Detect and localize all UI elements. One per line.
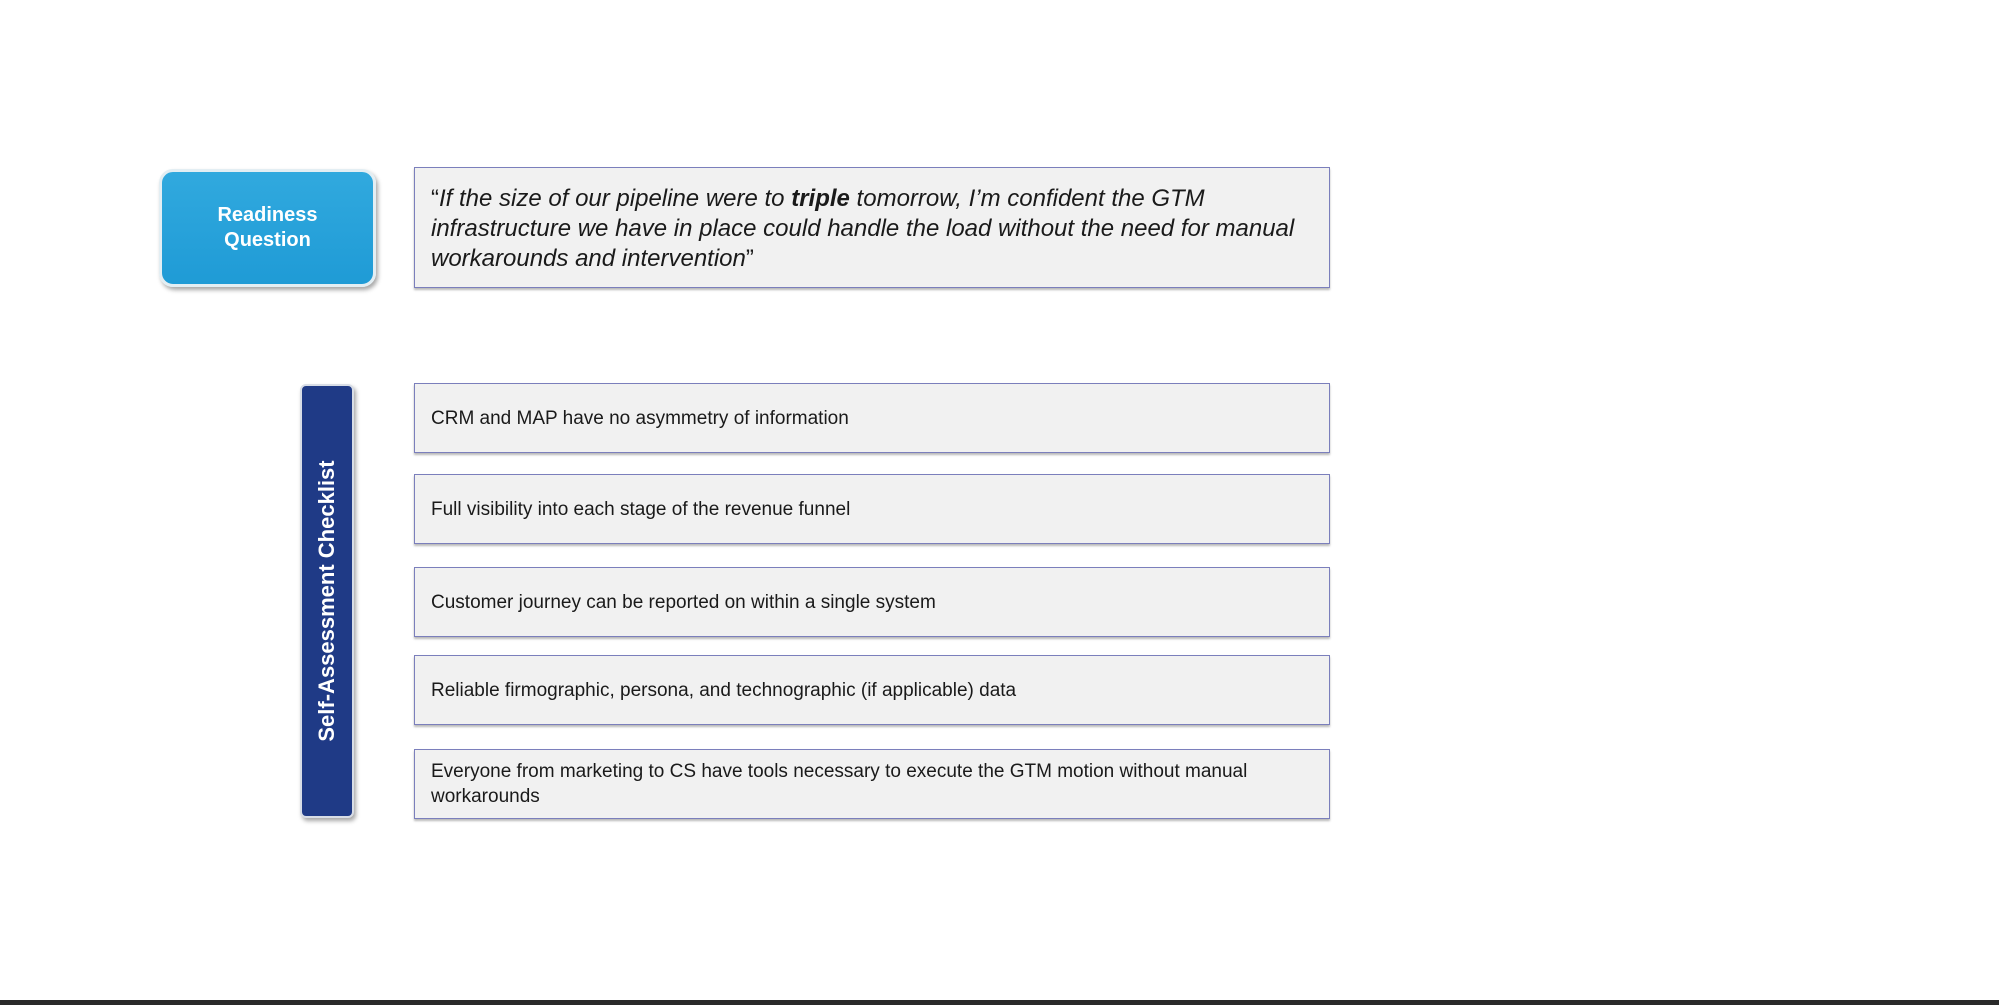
checklist-item (414, 383, 1330, 453)
quote-text-after: tomorrow, I’m confident the GTM infrastructure we have in place could handle the load without the need for manual workarounds and intervention (431, 185, 1295, 272)
bottom-divider (0, 1000, 1999, 1005)
checklist-item-text: Everyone from marketing to CS have tools necessary to execute the GTM motion without manual workarounds (431, 761, 1248, 807)
checklist-item (414, 474, 1330, 544)
self-assessment-checklist-title: Self-Assessment Checklist (314, 460, 339, 742)
checklist-item (414, 567, 1330, 637)
checklist-item (414, 749, 1330, 819)
quote-close-mark: ” (745, 245, 754, 272)
checklist-item-text: CRM and MAP have no asymmetry of information (431, 407, 849, 429)
self-assessment-checklist-bar (300, 384, 354, 818)
readiness-quote-box (414, 167, 1330, 288)
checklist-item (414, 655, 1330, 725)
readiness-question-badge (159, 169, 376, 287)
quote-text-before: If the size of our pipeline were to (439, 185, 792, 212)
quote-emphasis: triple (791, 185, 850, 212)
checklist-item-text: Customer journey can be reported on within a single system (431, 591, 936, 613)
checklist-item-text: Full visibility into each stage of the revenue funnel (431, 498, 851, 520)
readiness-question-label: Readiness Question (217, 204, 318, 251)
checklist-item-text: Reliable firmographic, persona, and technographic (if applicable) data (431, 679, 1017, 701)
quote-open-mark: “ (431, 185, 439, 212)
